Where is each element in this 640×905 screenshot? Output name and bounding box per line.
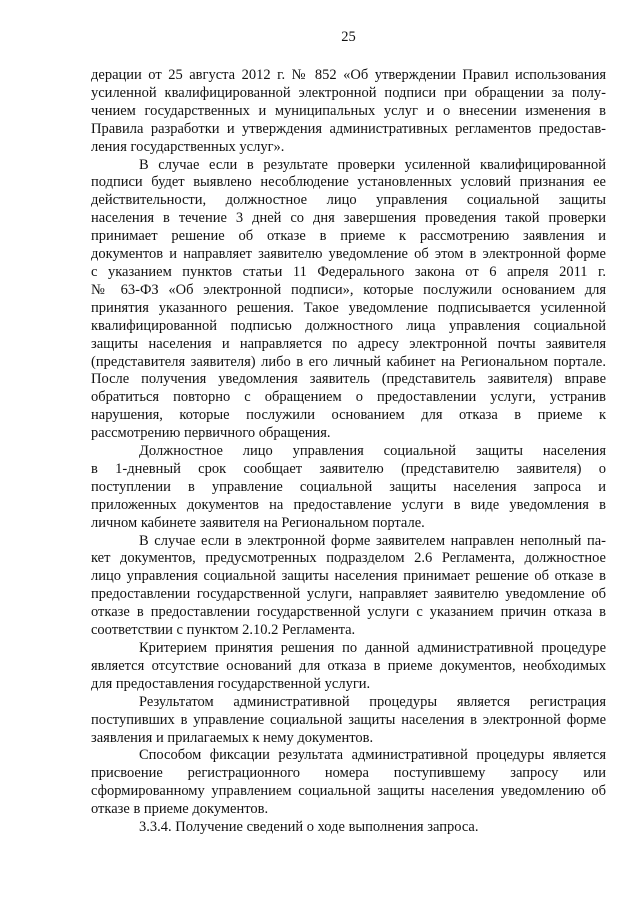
text-line: поступивших в управление социальной защиты населения в электронной форме: [91, 711, 606, 728]
text-line: кет документов, предусмотренных подразделом 2.6 Регламента, должностное: [91, 550, 606, 567]
text-line: населения в течение 3 дней со дня завершения проведения такой проверки: [91, 210, 606, 227]
text-line: лицо управления социальной защиты населения принимает решение об отказе в: [91, 568, 606, 585]
text-line: квалифицированной подписью должностного лица управления социальной: [91, 317, 606, 334]
text-line: (представителя заявителя) либо в его личный кабинет на Региональном портале.: [91, 353, 606, 370]
text-line: Результатом административной процедуры является регистрация: [139, 693, 606, 710]
text-line: В случае если в электронной форме заявителем направлен неполный па-: [139, 532, 606, 549]
text-line: Правила разработки и утверждения административных регламентов предостав-: [91, 120, 606, 137]
text-line: с указанием пунктов статьи 11 Федерального закона от 6 апреля 2011 г.: [91, 263, 606, 280]
text-line: соответствии с пунктом 2.10.2 Регламента.: [91, 622, 356, 639]
text-line: поступлении в управление социальной защиты населения запроса и: [91, 478, 606, 495]
text-line: чением государственных и муниципальных услуг и о внесении изменения в: [91, 102, 606, 119]
text-line: обратиться повторно с обращением о предоставлении услуги, устранив: [91, 389, 606, 406]
text-line: присвоение регистрационного номера поступившему запросу или: [91, 765, 606, 782]
paragraph: [91, 157, 606, 444]
text-line: действительности, должностное лицо управления социальной защиты: [91, 192, 606, 209]
text-line: Способом фиксации результата административной процедуры является: [139, 747, 606, 764]
text-line: отказе в приеме документов.: [91, 801, 269, 818]
text-line: Критерием принятия решения по данной административной процедуре: [139, 640, 606, 656]
text-line: дерации от 25 августа 2012 г. № 852 «Об утверждении Правил использования: [91, 67, 606, 83]
text-line: личном кабинете заявителя на Региональном портале.: [91, 514, 425, 531]
text-line: является отсутствие оснований для отказа в приеме документов, необходимых: [91, 657, 606, 674]
paragraph: [91, 443, 606, 533]
text-line: защиты населения и направляется по адресу электронной почты заявителя: [91, 335, 606, 352]
text-line: для предоставления государственной услуги.: [91, 675, 371, 692]
text-line: В случае если в результате проверки усиленной квалифицированной: [139, 156, 606, 173]
text-line: подписи будет выявлено несоблюдение установленных условий признания ее: [91, 174, 606, 191]
text-line: ления государственных услуг».: [91, 138, 285, 155]
text-line: рассмотрению первичного обращения.: [91, 425, 331, 442]
paragraph: [91, 747, 606, 819]
text-line: отказе в предоставлении государственной услуги с указанием причин отказа в: [91, 604, 606, 621]
text-line: заявления и прилагаемых к нему документов.: [91, 729, 374, 746]
text-line: После получения уведомления заявитель (представитель заявителя) вправе: [91, 371, 606, 388]
text-line: № 63-ФЗ «Об электронной подписи», которые послужили основанием для: [91, 281, 606, 298]
paragraph: [91, 67, 606, 157]
text-line: предоставлении государственной услуги, направляет заявителю уведомление об: [91, 586, 606, 603]
paragraph: [91, 533, 606, 640]
text-line: в 1-дневный срок сообщает заявителю (представителю заявителя) о: [91, 460, 606, 477]
text-line: усиленной квалифицированной электронной подписи при обращении за полу-: [91, 84, 606, 101]
text-line: нарушения, которые послужили основанием для отказа в приеме к: [91, 407, 606, 424]
text-line: принятия указанного решения. Такое уведомление подписывается усиленной: [91, 299, 606, 316]
paragraph: [91, 640, 606, 694]
text-line: сформированному управлением социальной защиты населения уведомлению об: [91, 783, 606, 800]
text-line: Должностное лицо управления социальной защиты населения: [139, 443, 606, 460]
text-line: документов и направляет заявителю уведомление об этом в электронной форме: [91, 246, 606, 263]
text-line: принимает решение об отказе в приеме к рассмотрению заявления и: [91, 228, 606, 245]
paragraph: [91, 819, 606, 837]
text-line: приложенных документов на предоставление услуги в виде уведомления в: [91, 496, 606, 513]
text-line: 3.3.4. Получение сведений о ходе выполнения запроса.: [139, 819, 479, 836]
page-number: 25: [341, 29, 356, 45]
paragraph: [91, 694, 606, 748]
document-body: [91, 67, 606, 837]
